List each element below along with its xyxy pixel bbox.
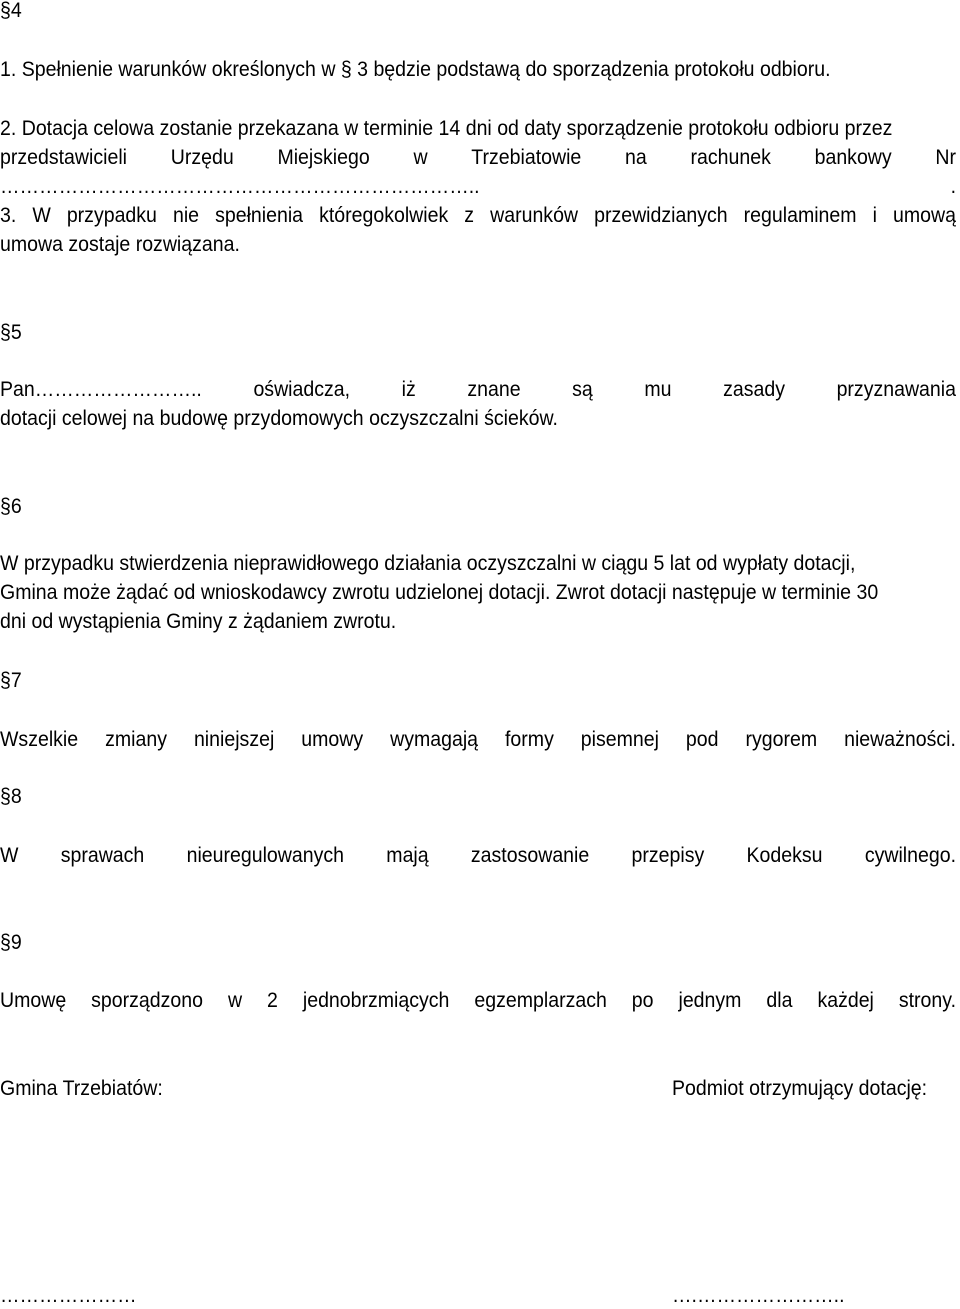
word: regulaminem xyxy=(743,204,857,227)
word: mu xyxy=(644,378,672,401)
word: jednym xyxy=(678,989,742,1012)
word: egzemplarzach xyxy=(474,989,607,1012)
word: oświadcza, xyxy=(253,378,351,401)
s6-line-3: dni od wystąpienia Gminy z żądaniem zwrotu. xyxy=(0,610,397,633)
section-7-heading: §7 xyxy=(0,669,22,692)
word: rachunek xyxy=(690,146,771,169)
word: Wszelkie xyxy=(0,728,79,751)
signature-label-recipient: Podmiot otrzymujący dotację: xyxy=(672,1077,928,1100)
word: przepisy xyxy=(631,844,705,867)
word: pod xyxy=(685,728,719,751)
word: nie xyxy=(172,204,200,227)
word: Nr xyxy=(935,146,957,169)
word: W xyxy=(0,844,19,867)
s4-paragraph-2-line-1: 2. Dotacja celowa zostanie przekazana w terminie 14 dni od daty sporządzenie protokołu odbioru przez xyxy=(0,117,893,140)
s9-line xyxy=(0,988,956,1014)
word: iż xyxy=(401,378,416,401)
word: umową xyxy=(892,204,956,227)
word: zmiany xyxy=(105,728,167,751)
word: sprawach xyxy=(60,844,145,867)
word: warunków xyxy=(490,204,579,227)
word: z xyxy=(464,204,475,227)
word: po xyxy=(631,989,654,1012)
word: rygorem xyxy=(745,728,818,751)
section-4-heading: §4 xyxy=(0,0,22,22)
word: przyznawania xyxy=(836,378,956,401)
s4-paragraph-1: 1. Spełnienie warunków określonych w § 3 będzie podstawą do sporządzenia protokołu odbioru. xyxy=(0,58,831,81)
s6-line-1: W przypadku stwierdzenia nieprawidłowego działania oczyszczalni w ciągu 5 lat od wypłaty dotacji, xyxy=(0,552,856,575)
signature-dots-gmina: ………………… xyxy=(0,1284,137,1307)
word: 2 xyxy=(267,989,278,1012)
s4-paragraph-2-dots xyxy=(0,174,956,200)
account-number-dots: ……………………………………………………………….. xyxy=(0,175,480,198)
word: strony. xyxy=(898,989,957,1012)
word: Pan…………………….. xyxy=(0,378,202,401)
s6-line-2: Gmina może żądać od wnioskodawcy zwrotu udzielonej dotacji. Zwrot dotacji następuje w terminie 30 xyxy=(0,581,879,604)
s5-line-1 xyxy=(0,377,956,403)
word: jednobrzmiących xyxy=(302,989,450,1012)
word: na xyxy=(625,146,647,169)
word: nieważności. xyxy=(844,728,956,751)
word: w xyxy=(413,146,428,169)
signature-dots-recipient: ….………………….. xyxy=(672,1284,845,1307)
word: znane xyxy=(467,378,521,401)
word: któregokolwiek xyxy=(319,204,449,227)
word: każdej xyxy=(817,989,874,1012)
s4-paragraph-3-line-2: umowa zostaje rozwiązana. xyxy=(0,233,240,256)
word: są xyxy=(572,378,593,401)
s5-line-2: dotacji celowej na budowę przydomowych oczyszczalni ścieków. xyxy=(0,407,558,430)
s4-paragraph-2-line-2 xyxy=(0,145,956,171)
word: umowy xyxy=(301,728,364,751)
word: przewidzianych xyxy=(594,204,728,227)
section-6-heading: §6 xyxy=(0,495,22,518)
word: pisemnej xyxy=(580,728,659,751)
word: niniejszej xyxy=(193,728,275,751)
word: zastosowanie xyxy=(470,844,590,867)
s4-paragraph-3-line-1 xyxy=(0,203,956,229)
word: Trzebiatowie xyxy=(471,146,582,169)
s8-line xyxy=(0,843,956,869)
word: W xyxy=(32,204,51,227)
word: bankowy xyxy=(814,146,892,169)
word: mają xyxy=(386,844,429,867)
word: Miejskiego xyxy=(277,146,370,169)
word: i xyxy=(872,204,877,227)
word: cywilnego. xyxy=(864,844,957,867)
word: w xyxy=(227,989,243,1012)
word: Umowę xyxy=(0,989,67,1012)
word: nieuregulowanych xyxy=(186,844,345,867)
word: Kodeksu xyxy=(746,844,823,867)
section-5-heading: §5 xyxy=(0,321,22,344)
word: przypadku xyxy=(66,204,157,227)
signature-label-gmina: Gmina Trzebiatów: xyxy=(0,1077,163,1100)
word: sporządzono xyxy=(91,989,204,1012)
section-8-heading: §8 xyxy=(0,785,22,808)
account-number-dot-end: . xyxy=(950,175,957,198)
word: dla xyxy=(766,989,793,1012)
word: 3. xyxy=(0,204,17,227)
word: formy xyxy=(505,728,554,751)
word: Urzędu xyxy=(170,146,234,169)
word: wymagają xyxy=(390,728,479,751)
section-9-heading: §9 xyxy=(0,931,22,954)
word: przedstawicieli xyxy=(0,146,128,169)
word: zasady xyxy=(723,378,785,401)
word: spełnienia xyxy=(215,204,304,227)
s7-line xyxy=(0,727,956,753)
